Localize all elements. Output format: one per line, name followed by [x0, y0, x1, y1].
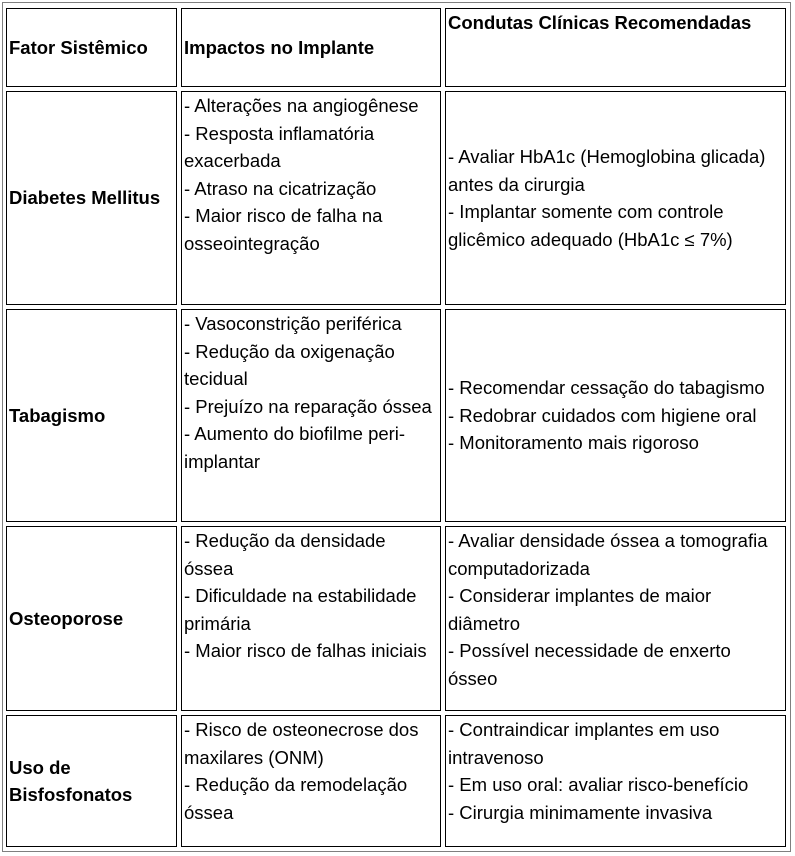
factor-cell: Tabagismo — [6, 309, 177, 522]
header-conducts: Condutas Clínicas Recomendadas — [445, 8, 786, 87]
conducts-cell — [445, 91, 786, 305]
table-row — [6, 526, 786, 711]
conducts-cell — [445, 309, 786, 522]
impacts-cell — [181, 715, 441, 847]
systemic-factors-table — [2, 4, 790, 851]
impacts-cell — [181, 309, 441, 522]
conducts-cell — [445, 715, 786, 847]
impact-item: - Aumento do biofilme peri-implantar — [184, 423, 406, 472]
conduct-item: - Recomendar cessação do tabagismo — [448, 377, 765, 399]
conduct-item: - Contraindicar implantes em uso intravenoso — [448, 719, 725, 768]
table-row — [6, 309, 786, 522]
table-row — [6, 91, 786, 305]
conduct-item: - Implantar somente com controle glicêmico adequado (HbA1c ≤ 7%) — [448, 201, 733, 250]
header-factor: Fator Sistêmico — [6, 8, 177, 87]
impact-item: - Vasoconstrição periférica — [184, 313, 402, 334]
impacts-cell — [181, 526, 441, 711]
conducts-cell — [445, 526, 786, 711]
impact-item: - Resposta inflamatória exacerbada — [184, 122, 380, 171]
conduct-item: - Considerar implantes de maior diâmetro — [448, 585, 717, 634]
factor-cell: Uso de Bisfosfonatos — [6, 715, 177, 847]
conduct-item: - Cirurgia minimamente invasiva — [448, 801, 713, 823]
factor-cell: Osteoporose — [6, 526, 177, 711]
header-impacts: Impactos no Implante — [181, 8, 441, 87]
impact-item: - Dificuldade na estabilidade primária — [184, 585, 422, 634]
header-row — [6, 8, 786, 87]
impact-item: - Maior risco de falhas iniciais — [184, 640, 427, 661]
conduct-item: - Avaliar HbA1c (Hemoglobina glicada) antes da cirurgia — [448, 146, 771, 195]
conduct-item: - Em uso oral: avaliar risco-benefício — [448, 774, 749, 795]
impacts-cell — [181, 91, 441, 305]
impact-item: - Prejuízo na reparação óssea — [184, 395, 432, 417]
conduct-item: - Monitoramento mais rigoroso — [448, 432, 699, 454]
impact-item: - Alterações na angiogênese — [184, 95, 419, 116]
conduct-item: - Possível necessidade de enxerto ósseo — [448, 640, 736, 689]
impact-item: - Redução da remodelação óssea — [184, 774, 413, 823]
table-row — [6, 715, 786, 847]
conduct-item: - Redobrar cuidados com higiene oral — [448, 404, 757, 426]
impact-item: - Maior risco de falha na osseointegração — [184, 205, 388, 254]
conduct-item: - Avaliar densidade óssea a tomografia computadorizada — [448, 530, 773, 579]
factor-cell: Diabetes Mellitus — [6, 91, 177, 305]
impact-item: - Risco de osteonecrose dos maxilares (ONM) — [184, 719, 424, 768]
impact-item: - Atraso na cicatrização — [184, 177, 377, 199]
impact-item: - Redução da densidade óssea — [184, 530, 391, 579]
impact-item: - Redução da oxigenação tecidual — [184, 340, 400, 389]
